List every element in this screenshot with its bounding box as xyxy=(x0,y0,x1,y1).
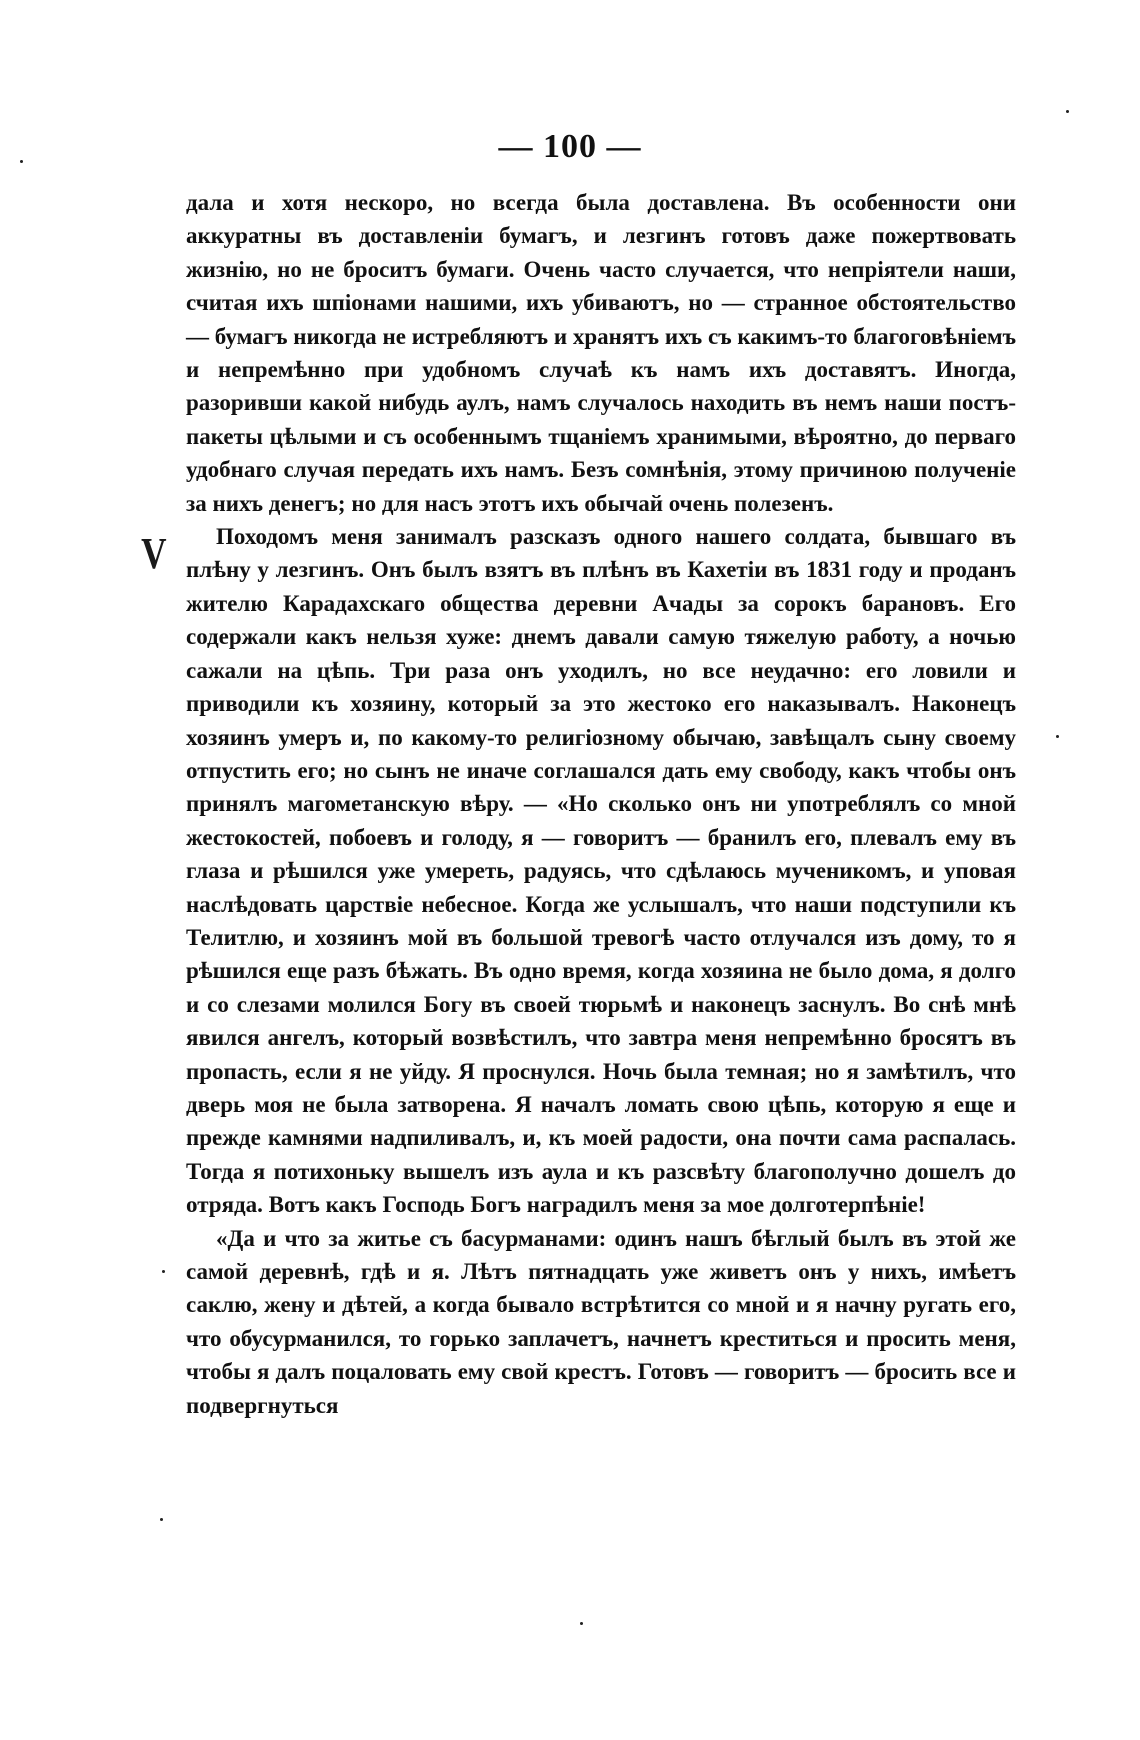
paragraph-1: дала и хотя нескоро, но всегда была доставлена. Въ особенности они аккуратны въ доставленіи бумагъ, и лезгинъ готовъ даже пожертвовать жизнію, но не броситъ бумаги. Очень часто случается, что непріятели наши, считая ихъ шпіонами нашими, ихъ убиваютъ, но — странное обстоятельство — бумагъ никогда не истребляютъ и хранятъ ихъ съ какимъ-то благоговѣніемъ и непремѣнно при удобномъ случаѣ къ намъ ихъ доставятъ. Иногда, разоривши какой нибудь аулъ, намъ случалось находить въ немъ наши постъ-пакеты цѣлыми и съ особеннымъ тщаніемъ хранимыми, вѣроятно, до перваго удобнаго случая передать ихъ намъ. Безъ сомнѣнія, этому причиною полученіе за нихъ денегъ; но для насъ этотъ ихъ обычай очень полезенъ. xyxy=(186,190,1016,516)
margin-pencil-mark: V xyxy=(141,529,167,578)
paragraph-3: «Да и что за житье съ басурманами: одинъ нашъ бѣглый былъ въ этой же самой деревнѣ, гдѣ и я. Лѣтъ пятнадцать уже живетъ онъ у нихъ, имѣетъ саклю, жену и дѣтей, а когда бывало встрѣтится со мной и я начну ругать его, что обусурманился, то горько заплачетъ, начнетъ креститься и просить меня, чтобы я далъ поцаловать ему свой крестъ. Готовъ — говоритъ — бросить все и подвергнуться xyxy=(186,1225,1016,1418)
paragraph-2: Походомъ меня занималъ разсказъ одного нашего солдата, бывшаго въ плѣну у лезгинъ. Онъ былъ взятъ въ плѣнъ въ Кахетіи въ 1831 году и проданъ жителю Карадахскаго общества деревни Ачады за сорокъ барановъ. Его содержали какъ нельзя хуже: днемъ давали самую тяжелую работу, а ночью сажали на цѣпь. Три раза онъ уходилъ, но все неудачно: его ловили и приводили къ хозяину, который за это жестоко его наказывалъ. Наконецъ хозяинъ умеръ и, по какому-то религіозному обычаю, завѣщалъ сыну своему отпустить его; но сынъ не иначе соглашался дать ему свободу, какъ чтобы онъ принялъ магометанскую вѣру. — «Но сколько онъ ни употреблялъ со мной жестокостей, побоевъ и голоду, я — говоритъ — бранилъ его, плевалъ ему въ глаза и рѣшился уже умереть, радуясь, что сдѣлаюсь мученикомъ, и уповая наслѣдовать царствіе небесное. Когда же услышалъ, что наши подступили къ Телитлю, и хозяинъ мой въ большой тревогѣ часто отлучался изъ дому, то я рѣшился еще разъ бѣжать. Въ одно время, когда хозяина не было дома, я долго и со слезами молился Богу въ своей тюрьмѣ и наконецъ заснулъ. Во снѣ мнѣ явился ангелъ, который возвѣстилъ, что завтра меня непремѣнно бросятъ въ пропасть, если я не уйду. Я проснулся. Ночь была темная; но я замѣтилъ, что дверь моя не была затворена. Я началъ ломать свою цѣпь, которую я еще и прежде камнями надпиливалъ, и, къ моей радости, она почти сама распалась. Тогда я потихоньку вышелъ изъ аула и къ разсвѣту благополучно дошелъ до отряда. Вотъ какъ Господь Богъ наградилъ меня за мое долготерпѣніе! xyxy=(186,524,1016,1218)
print-speck xyxy=(580,1622,583,1625)
print-speck xyxy=(20,160,23,163)
print-speck xyxy=(1066,110,1069,113)
page-number: — 100 — xyxy=(498,128,642,165)
print-speck xyxy=(1056,735,1059,738)
print-speck xyxy=(162,1270,165,1273)
print-speck xyxy=(160,1518,163,1521)
text-body xyxy=(186,186,1016,1422)
